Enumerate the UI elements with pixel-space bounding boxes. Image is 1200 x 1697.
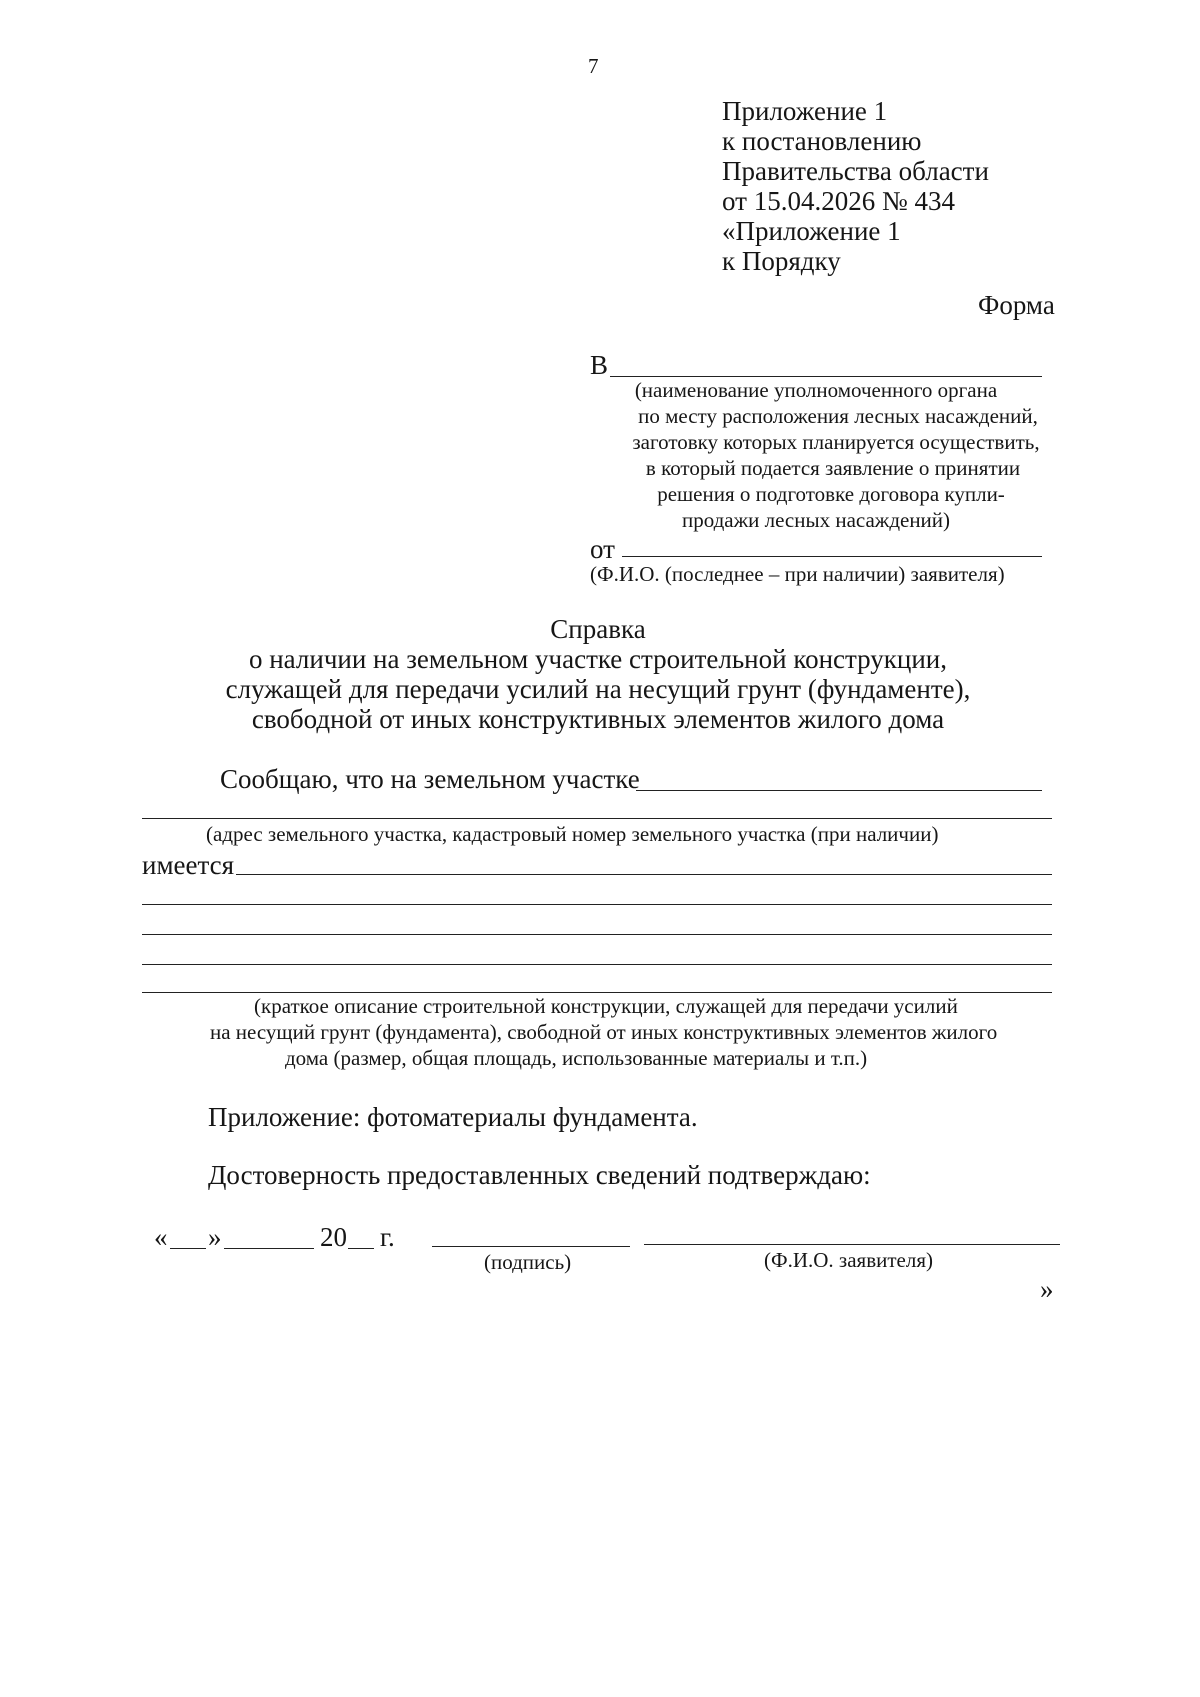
appendix-line: к постановлению (722, 126, 922, 156)
date-quote-close: » (208, 1222, 222, 1252)
date-year-prefix: 20 (320, 1222, 347, 1252)
title-line: Справка (550, 614, 646, 644)
from-prefix: от (590, 534, 615, 564)
to-caption: в который подается заявление о принятии (645, 456, 1021, 480)
appendix-line: Приложение 1 (722, 96, 888, 126)
attachment-text: Приложение: фотоматериалы фундамента. (208, 1102, 698, 1132)
description-field-line (142, 934, 1052, 935)
closing-quote: » (1040, 1274, 1054, 1304)
form-label: Форма (978, 290, 1055, 320)
appendix-line: к Порядку (722, 246, 841, 276)
has-label: имеется (142, 850, 235, 880)
date-month-line (224, 1248, 314, 1249)
description-field-line (142, 904, 1052, 905)
description-field-line (142, 992, 1052, 993)
title-line: служащей для передачи усилий на несущий грунт (фундаменте), (225, 674, 971, 704)
address-field-line-2 (142, 818, 1052, 819)
title-line: свободной от иных конструктивных элементов жилого дома (251, 704, 945, 734)
appendix-line: от 15.04.2026 № 434 (722, 186, 955, 216)
to-caption: решения о подготовке договора купли- (657, 482, 1005, 506)
date-day-line (170, 1248, 206, 1249)
description-caption: на несущий грунт (фундамента), свободной от иных конструктивных элементов жилого (210, 1020, 998, 1044)
name-caption: (Ф.И.О. заявителя) (764, 1248, 933, 1272)
to-caption: по месту расположения лесных насаждений, (638, 404, 1038, 428)
to-field-line (610, 376, 1042, 377)
date-year-suffix: г. (380, 1222, 395, 1252)
appendix-line: «Приложение 1 (722, 216, 901, 246)
date-year-line (348, 1248, 374, 1249)
page-number: 7 (588, 54, 599, 78)
confirmation-text: Достоверность предоставленных сведений подтверждаю: (208, 1160, 871, 1190)
address-caption: (адрес земельного участка, кадастровый номер земельного участка (при наличии) (206, 822, 939, 846)
to-caption: продажи лесных насаждений) (681, 508, 951, 532)
to-prefix: В (590, 350, 609, 380)
description-field-line (236, 874, 1052, 875)
date-quote-open: « (154, 1222, 168, 1252)
report-text: Сообщаю, что на земельном участке (220, 764, 640, 794)
address-field-line (636, 790, 1042, 791)
signature-caption: (подпись) (484, 1250, 572, 1274)
to-caption: заготовку которых планируется осуществить, (632, 430, 1040, 454)
appendix-line: Правительства области (722, 156, 989, 186)
description-field-line (142, 964, 1052, 965)
description-caption: дома (размер, общая площадь, использованные материалы и т.п.) (285, 1046, 868, 1070)
to-caption: (наименование уполномоченного органа (634, 378, 998, 402)
description-caption: (краткое описание строительной конструкции, служащей для передачи усилий (254, 994, 958, 1018)
from-field-line (622, 556, 1042, 557)
signature-line (432, 1246, 630, 1247)
from-caption: (Ф.И.О. (последнее – при наличии) заявителя) (590, 562, 1005, 586)
title-line: о наличии на земельном участке строительной конструкции, (248, 644, 947, 674)
name-line (644, 1244, 1060, 1245)
